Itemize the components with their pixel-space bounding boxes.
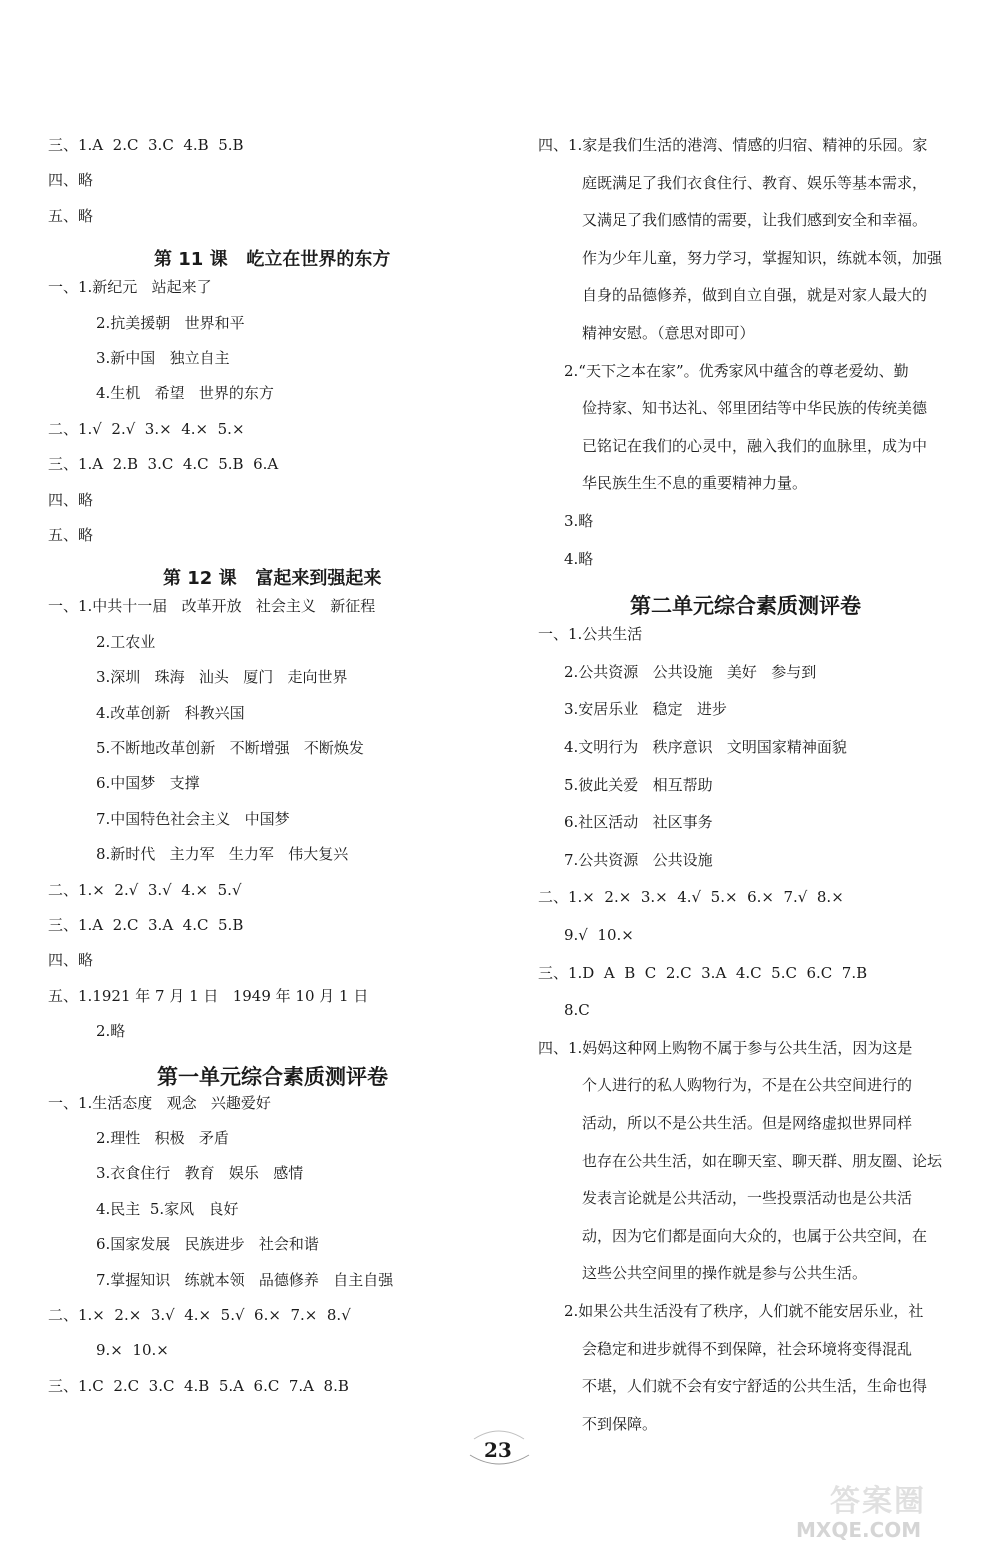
answer-line: 9.√ 10.×: [564, 926, 634, 944]
answer-line: 一、1.新纪元 站起来了: [48, 278, 212, 297]
answer-line: 2.抗美援朝 世界和平: [96, 313, 245, 332]
answer-line: 活动，所以不是公共生活。但是网络虚拟世界同样: [582, 1114, 913, 1132]
answer-line: 四、1.妈妈这种网上购物不属于参与公共生活，因为这是: [538, 1038, 913, 1057]
page-number: 23: [484, 1438, 512, 1462]
answer-line: 2.公共资源 公共设施 美好 参与到: [564, 662, 817, 681]
answer-line: 2.工农业: [96, 632, 156, 651]
answer-line: 个人进行的私人购物行为，不是在公共空间进行的: [582, 1076, 913, 1095]
answer-line: 庭既满足了我们衣食住行、教育、娱乐等基本需求，: [582, 173, 928, 192]
answer-line: 三、1.A 2.C 3.A 4.C 5.B: [48, 916, 244, 934]
answer-line: 会稳定和进步就得不到保障，社会环境将变得混乱: [582, 1339, 913, 1358]
section-heading: 第 12 课 富起来到强起来: [163, 568, 382, 590]
answer-line: 二、1.× 2.× 3.√ 4.× 5.√ 6.× 7.× 8.√: [48, 1306, 351, 1324]
answer-line: 4.民主 5.家风 良好: [96, 1199, 239, 1218]
answer-line: 又满足了我们感情的需要，让我们感到安全和幸福。: [582, 211, 928, 230]
answer-line: 5.彼此关爱 相互帮助: [564, 775, 713, 794]
answer-line: 一、1.中共十一届 改革开放 社会主义 新征程: [48, 597, 376, 616]
answer-line: 4.文明行为 秩序意识 文明国家精神面貌: [564, 738, 847, 756]
answer-line: 8.新时代 主力军 生力军 伟大复兴: [96, 845, 349, 864]
answer-line: 华民族生生不息的重要精神力量。: [582, 474, 808, 493]
answer-line: 三、1.A 2.C 3.C 4.B 5.B: [48, 136, 244, 154]
answer-line: 3.深圳 珠海 汕头 厦门 走向世界: [96, 668, 348, 687]
answer-line: 三、1.D A B C 2.C 3.A 4.C 5.C 6.C 7.B: [538, 963, 868, 982]
answer-line: 已铭记在我们的心灵中，融入我们的血脉里，成为中: [582, 436, 928, 455]
watermark-name: 答案圈: [830, 1484, 926, 1519]
answer-line: 3.略: [564, 512, 594, 530]
section-heading: 第一单元综合素质测评卷: [157, 1064, 388, 1089]
answer-line: 这些公共空间里的操作就是参与公共生活。: [582, 1264, 868, 1283]
answer-line: 7.中国特色社会主义 中国梦: [96, 809, 290, 828]
answer-line: 2.理性 积极 矛盾: [96, 1129, 229, 1147]
section-heading: 第二单元综合素质测评卷: [630, 594, 861, 619]
watermark-url: MXQE.COM: [796, 1518, 922, 1542]
answer-line: 也存在公共生活，如在聊天室、聊天群、朋友圈、论坛: [582, 1151, 943, 1170]
answer-line: 一、1.公共生活: [538, 625, 643, 644]
answer-line: 发表言论就是公共活动，一些投票活动也是公共活: [582, 1189, 913, 1208]
answer-line: 3.衣食住行 教育 娱乐 感情: [96, 1164, 304, 1183]
answer-line: 作为少年儿童，努力学习，掌握知识，练就本领，加强: [582, 248, 943, 267]
answer-line: 2.如果公共生活没有了秩序，人们就不能安居乐业，社: [564, 1302, 924, 1320]
answer-line: 6.中国梦 支撑: [96, 774, 200, 793]
watermark-logo: [790, 1476, 980, 1546]
answer-line: 2.略: [96, 1022, 126, 1041]
answer-line: 6.社区活动 社区事务: [564, 813, 713, 832]
answer-line: 动，因为它们都是面向大众的，也属于公共空间，在: [582, 1226, 928, 1245]
answer-line: 6.国家发展 民族进步 社会和谐: [96, 1235, 319, 1254]
answer-line: 四、略: [48, 951, 94, 970]
answer-line: 不堪，人们就不会有安宁舒适的公共生活，生命也得: [582, 1377, 928, 1396]
answer-line: 7.公共资源 公共设施: [564, 850, 713, 869]
answer-line: 五、略: [48, 206, 94, 225]
answer-line: 三、1.A 2.B 3.C 4.C 5.B 6.A: [48, 455, 279, 474]
answer-line: 五、1.1921 年 7 月 1 日 1949 年 10 月 1 日: [48, 986, 369, 1005]
answer-line: 一、1.生活态度 观念 兴趣爱好: [48, 1093, 271, 1112]
answer-line: 二、1.√ 2.√ 3.× 4.× 5.×: [48, 419, 245, 438]
answer-line: 5.不断地改革创新 不断增强 不断焕发: [96, 739, 364, 757]
answer-line: 二、1.× 2.√ 3.√ 4.× 5.√: [48, 880, 242, 899]
answer-line: 二、1.× 2.× 3.× 4.√ 5.× 6.× 7.√ 8.×: [538, 888, 844, 907]
answer-line: 4.略: [564, 549, 594, 568]
answer-line: 4.生机 希望 世界的东方: [96, 384, 274, 403]
answer-line: 3.新中国 独立自主: [96, 349, 230, 367]
answer-line: 8.C: [564, 1001, 590, 1020]
answer-line: 五、略: [48, 526, 94, 544]
answer-line: 4.改革创新 科教兴国: [96, 703, 245, 722]
answer-line: 三、1.C 2.C 3.C 4.B 5.A 6.C 7.A 8.B: [48, 1376, 349, 1395]
answer-line: 3.安居乐业 稳定 进步: [564, 700, 727, 719]
answer-line: 7.掌握知识 练就本领 品德修养 自主自强: [96, 1270, 394, 1289]
answer-line: 不到保障。: [582, 1414, 658, 1433]
answer-line: 自身的品德修养，做到自立自强，就是对家人最大的: [582, 286, 928, 305]
answer-line: 9.× 10.×: [96, 1341, 169, 1360]
answer-line: 四、略: [48, 490, 94, 509]
answer-line: 四、1.家是我们生活的港湾、情感的归宿、精神的乐园。家: [538, 136, 928, 154]
answer-line: 2.“天下之本在家”。优秀家风中蕴含的尊老爱幼、勤: [564, 361, 909, 380]
answer-line: 俭持家、知书达礼、邻里团结等中华民族的传统美德: [582, 399, 928, 418]
answer-line: 四、略: [48, 171, 94, 190]
answer-line: 精神安慰。（意思对即可）: [582, 324, 755, 342]
section-heading: 第 11 课 屹立在世界的东方: [154, 249, 391, 271]
